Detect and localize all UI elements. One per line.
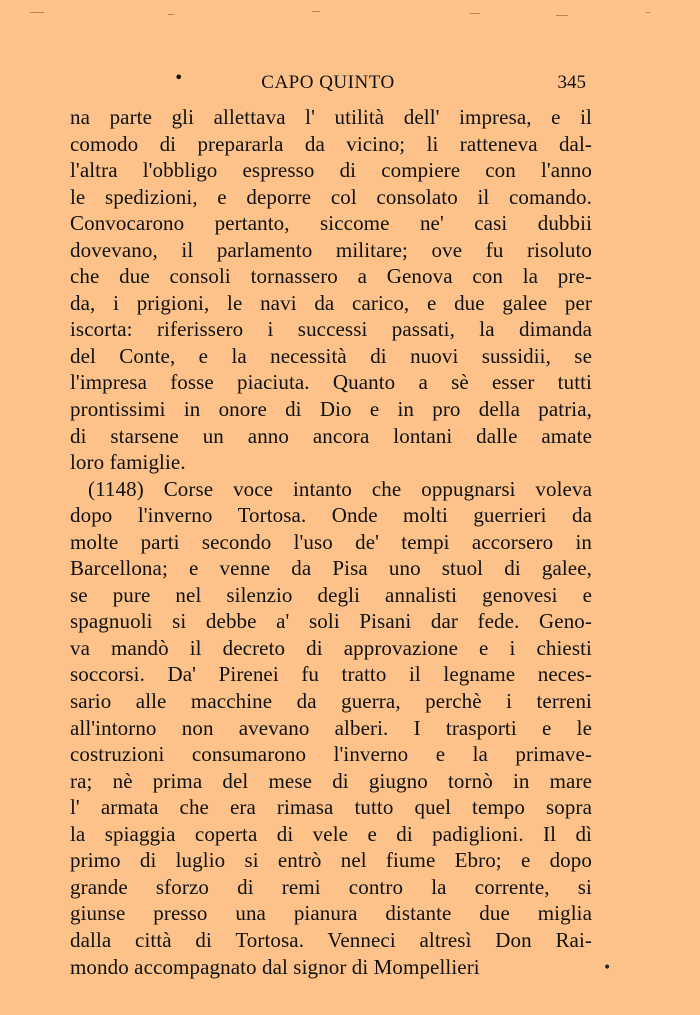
text-line: ra; nè prima del mese di giugno tornò in mare [70,768,592,793]
text-line: (1148) Corse voce intanto che oppugnarsi voleva [88,476,592,501]
margin-mark: • [603,960,612,976]
text-line: Convocarono pertanto, siccome ne' casi dubbii [70,211,592,236]
text-line: che due consoli tornassero a Genova con la pre- [70,264,592,289]
header-mark: • [174,68,184,87]
text-line: molte parti secondo l'uso de' tempi accorsero in [70,529,592,554]
text-line: comodo di prepararla da vicino; li ratteneva dal- [70,131,592,156]
text-line: dalla città di Tortosa. Venneci altresì Don Rai- [70,927,592,952]
text-line: di starsene un anno ancora lontani dalle amate [70,423,592,448]
text-line: soccorsi. Da' Pirenei fu tratto il legname neces- [70,662,592,687]
text-line: all'intorno non avevano alberi. I trasporti e le [70,715,592,740]
running-head [70,68,586,96]
text-line: dovevano, il parlamento militare; ove fu risoluto [70,237,592,262]
text-line: dopo l'inverno Tortosa. Onde molti guerrieri da [70,503,592,528]
text-line: l' armata che era rimasa tutto quel tempo sopra [70,795,592,820]
text-line: giunse presso una pianura distante due miglia [70,901,592,926]
text-line: Barcellona; e venne da Pisa uno stuol di galee, [70,556,592,581]
body-text [70,104,592,980]
page-number: 345 [557,72,586,93]
text-line: mondo accompagnato dal signor di Mompellieri [70,954,480,979]
text-line: da, i prigioni, le navi da carico, e due galee per [70,290,592,315]
text-line: se pure nel silenzio degli annalisti genovesi e [70,582,592,607]
text-line: l'impresa fosse piaciuta. Quanto a sè esser tutti [70,370,592,395]
text-line: na parte gli allettava l' utilità dell' impresa, e il [70,105,592,129]
text-line: spagnuoli si debbe a' soli Pisani dar fede. Geno- [70,609,592,634]
text-line: l'altra l'obbligo espresso di compiere con l'anno [70,158,592,183]
text-line: grande sforzo di remi contro la corrente, si [70,874,592,899]
text-line: costruzioni consumarono l'inverno e la primave- [70,742,592,767]
text-line: sario alle macchine da guerra, perchè i terreni [70,689,592,714]
text-line: iscorta: riferissero i successi passati, la dimanda [70,317,592,342]
text-line: va mandò il decreto di approvazione e i chiesti [70,635,592,660]
text-line: prontissimi in onore di Dio e in pro della patria, [70,397,592,422]
text-line: primo di luglio si entrò nel fiume Ebro; e dopo [70,848,592,873]
text-line: loro famiglie. [70,450,186,475]
text-line: del Conte, e la necessità di nuovi sussidii, se [70,343,592,368]
text-line: le spedizioni, e deporre col consolato il comando. [70,184,592,209]
chapter-title: CAPO QUINTO [261,72,395,93]
text-line: la spiaggia coperta di vele e di padiglioni. Il dì [70,821,592,846]
